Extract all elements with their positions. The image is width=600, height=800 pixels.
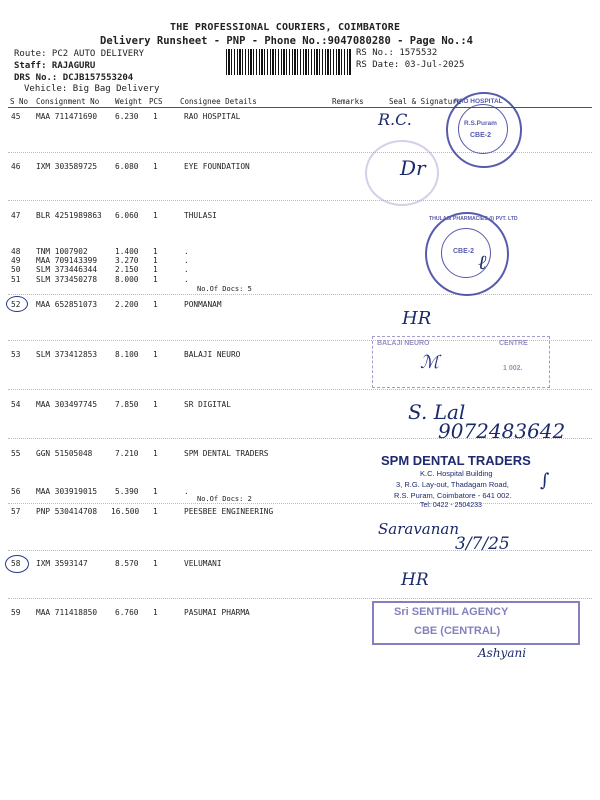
handwritten-date: 3/7/25 — [455, 534, 510, 554]
row-sno: 48 — [11, 247, 21, 256]
row-consignee: PONMANAM — [184, 300, 222, 309]
row-consignment: SLM 373412853 — [36, 350, 98, 359]
row-consignment: SLM 373446344 — [36, 265, 98, 274]
row-pcs: 1 — [153, 300, 158, 309]
row-consignment: MAA 709143399 — [36, 256, 98, 265]
row-sno: 54 — [11, 400, 21, 409]
row-consignment: IXM 3593147 — [36, 559, 88, 568]
col-remarks: Remarks — [332, 97, 364, 106]
row-weight: 2.150 — [115, 265, 139, 274]
row-pcs: 1 — [153, 487, 158, 496]
stamp-inner-ring — [458, 104, 508, 154]
row-weight: 6.230 — [115, 112, 139, 121]
row-pcs: 1 — [153, 608, 158, 617]
row-consignment: GGN 51505048 — [36, 449, 93, 458]
row-weight: 3.270 — [115, 256, 139, 265]
row-weight: 7.210 — [115, 449, 139, 458]
stamp-text: CBE-2 — [470, 132, 492, 139]
row-divider — [8, 598, 592, 599]
row-weight: 6.080 — [115, 162, 139, 171]
row-pcs: 1 — [153, 247, 158, 256]
row-sno: 57 — [11, 507, 21, 516]
row-pcs: 1 — [153, 112, 158, 121]
row-consignee: . — [184, 247, 189, 256]
row-sno: 50 — [11, 265, 21, 274]
row-pcs: 1 — [153, 507, 158, 516]
stamp-text: K.C. Hospital Building — [420, 469, 493, 478]
handwritten-initials: HR — [401, 570, 429, 590]
row-consignee: THULASI — [184, 211, 217, 220]
stamp-text: CBE-2 — [453, 248, 475, 255]
row-pcs: 1 — [153, 162, 158, 171]
col-consignment: Consignment No — [36, 97, 100, 106]
handwritten-phone: 9072483642 — [438, 419, 566, 443]
row-consignment: IXM 303589725 — [36, 162, 98, 171]
row-pcs: 1 — [153, 350, 158, 359]
row-consignment: MAA 303919015 — [36, 487, 98, 496]
row-sno: 59 — [11, 608, 21, 617]
row-consignment: BLR 4251989863 — [36, 211, 102, 220]
signature: ∫ — [540, 470, 550, 491]
row-consignment: TNM 1007902 — [36, 247, 88, 256]
rao-hospital-stamp — [446, 92, 522, 168]
row-sno: 55 — [11, 449, 21, 458]
row-pcs: 1 — [153, 265, 158, 274]
pasumai-pharma-stamp — [372, 601, 580, 645]
row-sno: 51 — [11, 275, 21, 284]
row-pcs: 1 — [153, 449, 158, 458]
stamp-title: SPM DENTAL TRADERS — [381, 453, 531, 468]
rs-number: RS No.: 1575532 — [356, 48, 438, 58]
row-consignee: SR DIGITAL — [184, 400, 231, 409]
row-consignee: EYE FOUNDATION — [184, 162, 250, 171]
row-sno: 53 — [11, 350, 21, 359]
row-pcs: 1 — [153, 559, 158, 568]
row-consignment: MAA 711418850 — [36, 608, 98, 617]
row-consignee: . — [184, 275, 189, 284]
docs-count: No.Of Docs: 2 — [197, 495, 252, 503]
stamp-text: 3, R.G. Lay-out, Thadagam Road, — [396, 480, 509, 489]
row-weight: 5.390 — [115, 487, 139, 496]
stamp-text: BALAJI NEURO — [377, 340, 430, 347]
row-pcs: 1 — [153, 400, 158, 409]
stamp-text: Sri SENTHIL AGENCY — [394, 606, 509, 618]
col-weight: Weight — [115, 97, 143, 106]
handwritten-name: S. Lal — [408, 400, 466, 424]
col-pcs: PCS — [149, 97, 163, 106]
report-subtitle: Delivery Runsheet - PNP - Phone No.:9047080280 - Page No.:4 — [100, 35, 473, 47]
row-sno: 47 — [11, 211, 21, 220]
row-consignment: MAA 711471690 — [36, 112, 98, 121]
signature: ℳ — [420, 352, 440, 373]
staff-label: Staff: RAJAGURU — [14, 61, 96, 71]
thulasi-pharmacies-stamp — [425, 212, 518, 296]
stamp-text: R.S. Puram, Coimbatore - 641 002. — [394, 491, 512, 500]
row-consignment: PNP 530414708 — [36, 507, 98, 516]
col-consignee: Consignee Details — [180, 97, 257, 106]
balaji-neuro-stamp — [372, 336, 550, 388]
row-weight: 1.400 — [115, 247, 139, 256]
row-weight: 6.760 — [115, 608, 139, 617]
row-divider — [8, 503, 592, 504]
row-sno: 52 — [11, 300, 21, 309]
stamp-text: Tel: 0422 - 2504233 — [420, 502, 482, 509]
signature: Dr — [400, 156, 426, 180]
row-weight: 16.500 — [111, 507, 140, 516]
row-pcs: 1 — [153, 211, 158, 220]
row-weight: 6.060 — [115, 211, 139, 220]
signature: R.C. — [378, 110, 412, 129]
stamp-text: RAO HOSPITAL — [454, 98, 503, 105]
row-sno: 46 — [11, 162, 21, 171]
row-weight: 8.000 — [115, 275, 139, 284]
signature: Ashyani — [478, 646, 527, 660]
rs-date: RS Date: 03-Jul-2025 — [356, 60, 465, 70]
row-weight: 8.570 — [115, 559, 139, 568]
row-divider — [8, 389, 592, 390]
stamp-text: CBE (CENTRAL) — [414, 625, 501, 637]
row-consignee: . — [184, 256, 189, 265]
row-weight: 8.100 — [115, 350, 139, 359]
row-sno: 45 — [11, 112, 21, 121]
row-consignee: VELUMANI — [184, 559, 222, 568]
vehicle-label: Vehicle: Big Bag Delivery — [24, 84, 160, 94]
row-divider — [8, 200, 592, 201]
signature: ℓ — [478, 250, 487, 274]
stamp-text: THULASI PHARMACIES (I) PVT. LTD — [429, 216, 518, 222]
stamp-text: CENTRE — [499, 340, 528, 347]
docs-count: No.Of Docs: 5 — [197, 285, 252, 293]
row-consignee: PEESBEE ENGINEERING — [184, 507, 274, 516]
row-consignee: . — [184, 487, 189, 496]
stamp-text: R.S.Puram — [464, 120, 497, 127]
row-divider — [8, 294, 592, 295]
handwritten-name: Saravanan — [378, 520, 460, 538]
stamp-text: 1 002. — [503, 365, 523, 372]
handwritten-initials: HR — [402, 308, 432, 329]
row-weight: 7.850 — [115, 400, 139, 409]
row-pcs: 1 — [153, 256, 158, 265]
report-title: THE PROFESSIONAL COURIERS, COIMBATORE — [170, 22, 401, 33]
drs-label: DRS No.: DCJB157553204 — [14, 73, 134, 83]
col-seal: Seal & Signature — [389, 97, 462, 106]
barcode — [226, 49, 352, 75]
row-sno: 49 — [11, 256, 21, 265]
col-sno: S No — [10, 97, 29, 106]
row-consignee: RAO HOSPITAL — [184, 112, 241, 121]
row-pcs: 1 — [153, 275, 158, 284]
row-consignee: BALAJI NEURO — [184, 350, 241, 359]
row-consignment: MAA 652851073 — [36, 300, 98, 309]
row-consignee: SPM DENTAL TRADERS — [184, 449, 269, 458]
row-consignment: MAA 303497745 — [36, 400, 98, 409]
row-sno: 56 — [11, 487, 21, 496]
row-consignee: PASUMAI PHARMA — [184, 608, 250, 617]
row-weight: 2.200 — [115, 300, 139, 309]
row-sno: 58 — [11, 559, 21, 568]
route-label: Route: PC2 AUTO DELIVERY — [14, 49, 145, 59]
row-consignment: SLM 373450278 — [36, 275, 98, 284]
row-consignee: . — [184, 265, 189, 274]
